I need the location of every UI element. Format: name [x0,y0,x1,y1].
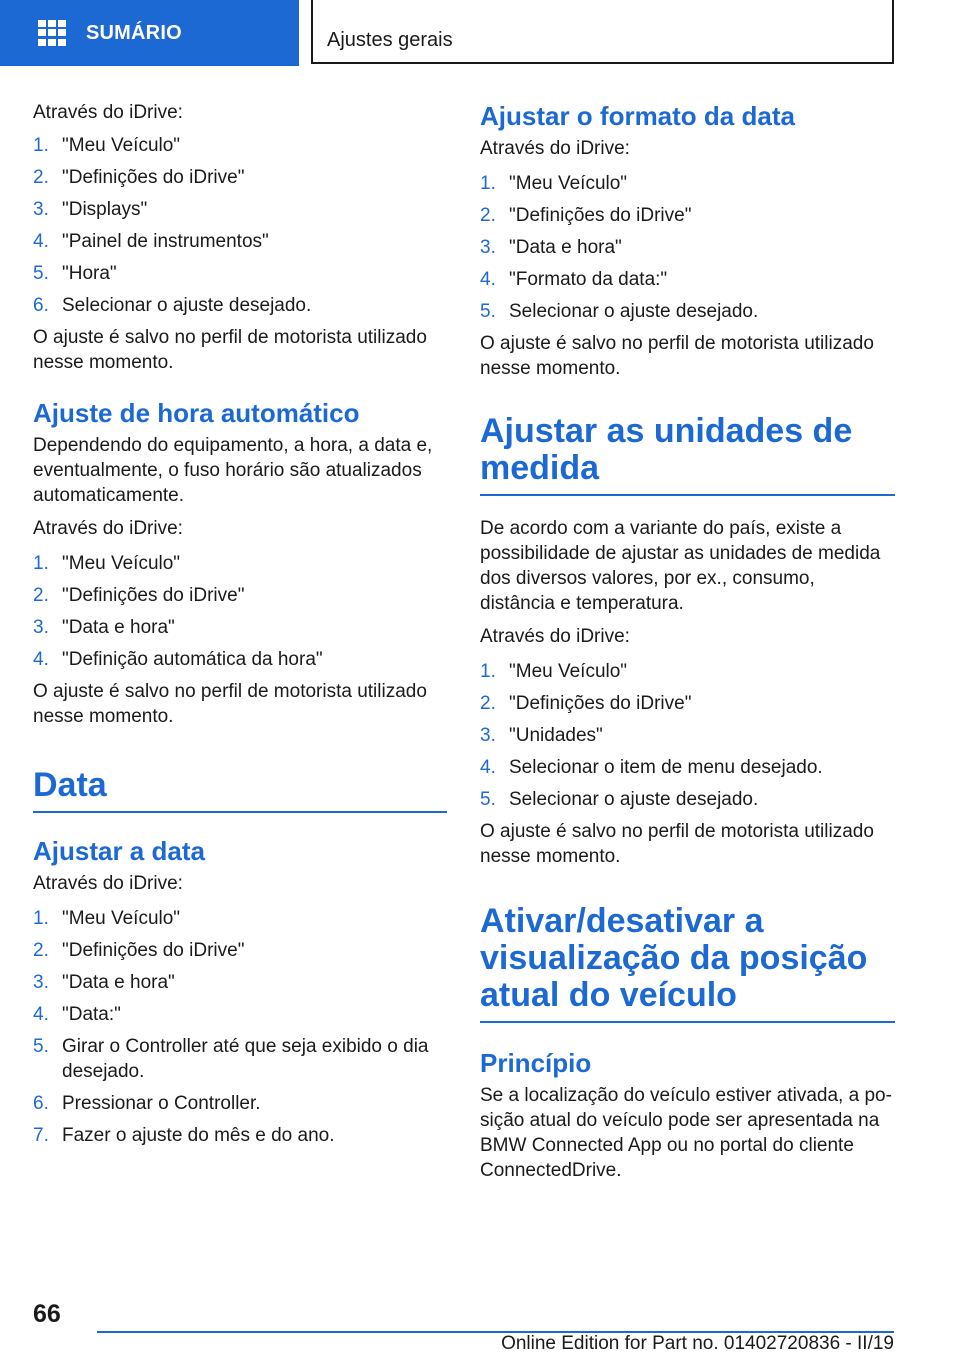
step-text: "Data:" [62,1004,121,1025]
page-number: 66 [33,1300,61,1328]
step-text: "Definições do iDrive" [62,585,245,606]
step-number: 6. [33,295,49,316]
list-item [33,229,447,254]
step-text: "Meu Veículo" [509,661,628,682]
step-list-auto-time [33,551,447,672]
summary-label: SUMÁRIO [86,21,182,44]
list-item [480,787,895,812]
adjust-date-heading: Ajustar a data [33,836,205,866]
step-text: Selecionar o ajuste desejado. [509,301,759,322]
step-number: 2. [33,940,49,961]
step-list-units [480,659,895,812]
intro-text: Através do iDrive: [33,873,183,894]
step-text: "Meu Veículo" [509,173,628,194]
step-number: 2. [480,693,496,714]
step-number: 3. [33,617,49,638]
step-number: 3. [480,237,496,258]
step-number: 4. [33,1004,49,1025]
list-item [33,647,447,672]
step-list-time [33,133,447,318]
step-text: "Data e hora" [62,972,175,993]
saved-note: O ajuste é salvo no perfil de motorista utilizado nesse momento. [480,333,874,379]
step-number: 4. [480,757,496,778]
units-section-heading: Ajustar as unidades de medida [480,413,895,496]
step-text: Fazer o ajuste do mês e do ano. [62,1125,335,1146]
section-header [311,0,894,64]
left-column [33,100,447,1155]
list-item [33,1002,447,1027]
step-text: "Definições do iDrive" [509,205,692,226]
list-item [33,906,447,931]
list-item [480,755,895,780]
list-item [480,171,895,196]
step-number: 6. [33,1093,49,1114]
step-text: "Meu Veículo" [62,908,181,929]
step-number: 1. [480,661,496,682]
step-number: 2. [33,167,49,188]
step-number: 1. [480,173,496,194]
list-item [480,203,895,228]
list-item [33,551,447,576]
step-text: Girar o Controller até que seja exibido o dia desejado. [62,1036,429,1082]
list-item [33,1034,447,1084]
step-number: 4. [480,269,496,290]
units-description: De acordo com a variante do país, existe a possibilidade de ajustar as unidades de medida dos diversos valores, por ex., consumo, distância e temperatura. [480,518,881,614]
step-text: "Definições do iDrive" [62,167,245,188]
step-number: 3. [33,199,49,220]
step-number: 3. [33,972,49,993]
step-text: "Meu Veículo" [62,135,181,156]
step-number: 4. [33,649,49,670]
step-text: "Formato da data:" [509,269,668,290]
step-text: "Data e hora" [62,617,175,638]
list-item [33,1091,447,1116]
list-item [480,235,895,260]
intro-text: Através do iDrive: [33,518,183,539]
list-item [480,267,895,292]
step-number: 3. [480,725,496,746]
date-section-heading: Data [33,767,447,813]
section-title: Ajustes gerais [327,29,453,51]
step-text: "Displays" [62,199,148,220]
date-format-heading: Ajustar o formato da data [480,101,795,131]
step-number: 1. [33,553,49,574]
step-text: "Definição automática da hora" [62,649,323,670]
list-item [33,1123,447,1148]
list-item [33,293,447,318]
step-number: 1. [33,908,49,929]
auto-time-description: Dependendo do equipamento, a hora, a data e, eventualmente, o fuso horário são atualizados automaticamente. [33,435,433,506]
step-number: 1. [33,135,49,156]
step-number: 5. [480,301,496,322]
intro-text: Através do iDrive: [33,102,183,123]
list-item [480,723,895,748]
list-item [480,299,895,324]
step-text: Selecionar o item de menu desejado. [509,757,823,778]
step-text: Selecionar o ajuste desejado. [509,789,759,810]
step-number: 5. [33,263,49,284]
edition-footer: Online Edition for Part no. 01402720836 - II/19 [501,1333,894,1354]
intro-text: Através do iDrive: [480,138,630,159]
step-list-date-format [480,171,895,324]
step-text: "Painel de instrumentos" [62,231,269,252]
saved-note: O ajuste é salvo no perfil de motorista utilizado nesse momento. [33,681,427,727]
list-item [33,197,447,222]
step-number: 5. [33,1036,49,1057]
list-item [33,615,447,640]
step-number: 2. [33,585,49,606]
saved-note: O ajuste é salvo no perfil de motorista utilizado nesse momento. [480,821,874,867]
step-text: Selecionar o ajuste desejado. [62,295,312,316]
list-item [480,659,895,684]
vehicle-position-heading: Ativar/desativar a visualização da posição atual do veículo [480,903,895,1023]
list-item [33,133,447,158]
summary-button[interactable] [0,0,299,66]
grid-menu-icon [38,20,66,46]
step-list-date [33,906,447,1148]
principle-heading: Princípio [480,1048,592,1078]
step-text: "Unidades" [509,725,603,746]
step-number: 2. [480,205,496,226]
step-number: 7. [33,1125,49,1146]
step-text: "Definições do iDrive" [509,693,692,714]
list-item [33,165,447,190]
step-text: "Definições do iDrive" [62,940,245,961]
step-text: "Data e hora" [509,237,622,258]
step-text: "Hora" [62,263,117,284]
step-text: "Meu Veículo" [62,553,181,574]
step-number: 4. [33,231,49,252]
step-number: 5. [480,789,496,810]
auto-time-heading: Ajuste de hora automático [33,398,360,428]
list-item [33,261,447,286]
list-item [33,938,447,963]
list-item [33,970,447,995]
principle-description: Se a localização do veículo estiver ativada, a posição atual do veículo pode ser apresentada na BMW Connected App ou no portal do cliente ConnectedDrive. [480,1085,892,1181]
saved-note: O ajuste é salvo no perfil de motorista utilizado nesse momento. [33,327,427,373]
step-text: Pressionar o Controller. [62,1093,261,1114]
list-item [33,583,447,608]
list-item [480,691,895,716]
right-column [480,100,895,1191]
intro-text: Através do iDrive: [480,626,630,647]
